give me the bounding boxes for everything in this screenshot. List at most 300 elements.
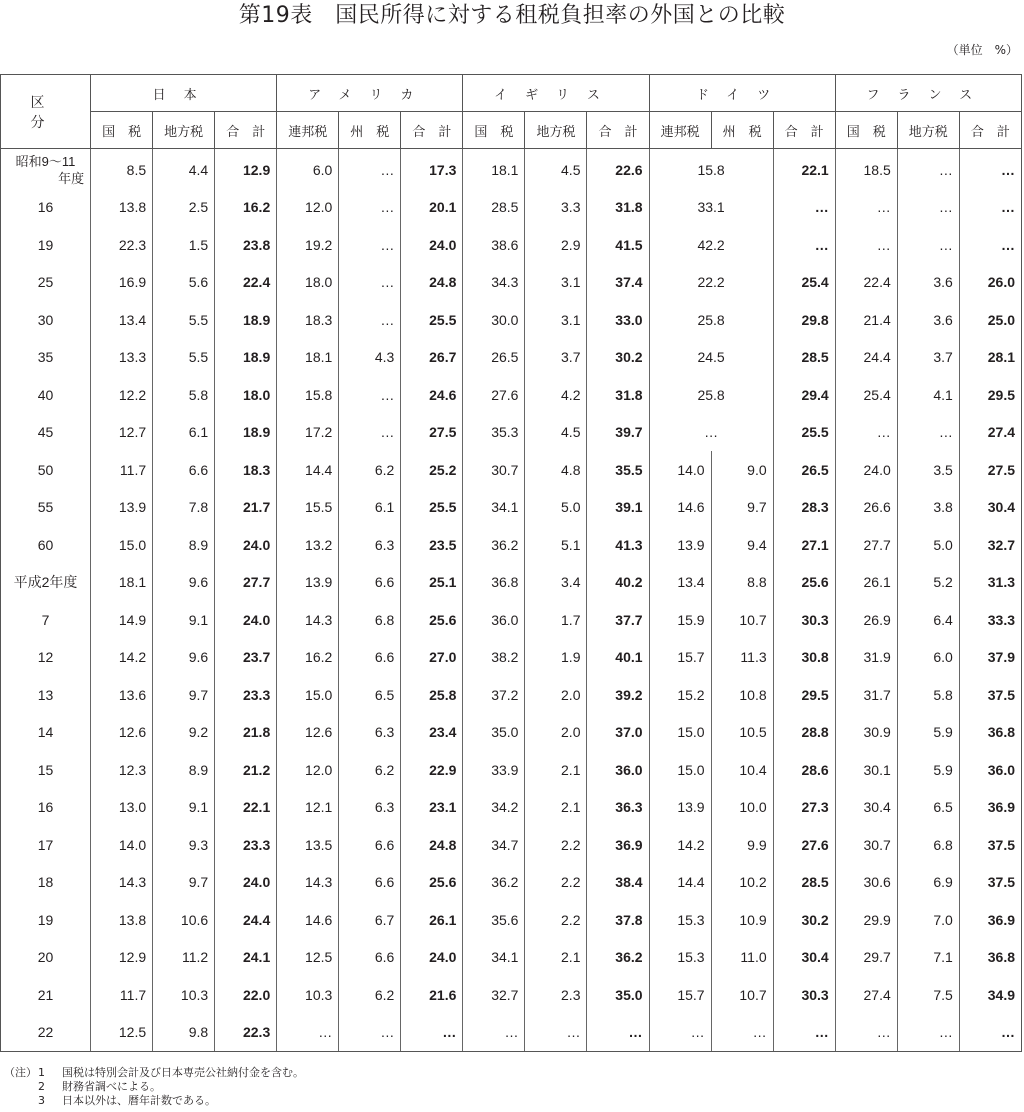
total-cell: 22.3 [215, 1014, 277, 1052]
table-cell: 13.9 [649, 789, 711, 827]
table-cell: … [897, 189, 959, 227]
table-cell: … [897, 414, 959, 452]
table-cell: 6.6 [339, 864, 401, 902]
row-label: 55 [37, 499, 54, 516]
table-row [1, 826, 1022, 864]
table-cell: 9.6 [153, 564, 215, 602]
table-cell: 3.8 [897, 489, 959, 527]
row-label: 25 [37, 274, 54, 291]
table-cell: 15.3 [649, 901, 711, 939]
total-cell: 24.0 [401, 226, 463, 264]
total-cell: 37.4 [587, 264, 649, 302]
total-cell: 17.3 [401, 149, 463, 189]
total-cell: 26.0 [959, 264, 1021, 302]
table-cell: 14.0 [649, 451, 711, 489]
header-subcolumn: 合 計 [587, 112, 649, 149]
total-cell: 36.3 [587, 789, 649, 827]
table-cell: 15.8 [649, 149, 773, 189]
table-cell: 7.8 [153, 489, 215, 527]
table-cell: 25.4 [835, 376, 897, 414]
table-cell: 33.9 [463, 751, 525, 789]
total-cell: 24.1 [215, 939, 277, 977]
table-cell: 10.2 [711, 864, 773, 902]
table-cell: 6.0 [277, 149, 339, 189]
table-cell: 28.5 [463, 189, 525, 227]
total-cell: 41.3 [587, 526, 649, 564]
total-cell: … [959, 149, 1021, 189]
table-cell: 12.0 [277, 751, 339, 789]
total-cell: 36.8 [959, 939, 1021, 977]
total-cell: 27.3 [773, 789, 835, 827]
table-cell: 18.3 [277, 301, 339, 339]
total-cell: 29.5 [959, 376, 1021, 414]
table-cell: … [897, 149, 959, 189]
table-cell: 3.1 [525, 264, 587, 302]
table-cell: 13.4 [91, 301, 153, 339]
total-cell: 21.2 [215, 751, 277, 789]
table-cell: 34.2 [463, 789, 525, 827]
table-cell: 11.7 [91, 451, 153, 489]
table-cell: 6.1 [339, 489, 401, 527]
table-cell: … [339, 226, 401, 264]
total-cell: … [959, 226, 1021, 264]
table-cell: 9.7 [153, 864, 215, 902]
table-cell: 2.2 [525, 826, 587, 864]
table-cell: … [649, 414, 773, 452]
table-cell: 13.2 [277, 526, 339, 564]
table-cell: 12.5 [277, 939, 339, 977]
table-cell: 2.1 [525, 939, 587, 977]
total-cell: 27.5 [401, 414, 463, 452]
table-cell: 8.8 [711, 564, 773, 602]
total-cell: 21.7 [215, 489, 277, 527]
table-cell: 3.4 [525, 564, 587, 602]
total-cell: 24.0 [401, 939, 463, 977]
table-cell: 9.8 [153, 1014, 215, 1052]
table-cell: … [525, 1014, 587, 1052]
total-cell: 37.5 [959, 676, 1021, 714]
table-cell: 15.2 [649, 676, 711, 714]
table-cell: 31.9 [835, 639, 897, 677]
table-cell: 12.6 [277, 714, 339, 752]
table-cell: 12.3 [91, 751, 153, 789]
table-cell: 10.6 [153, 901, 215, 939]
table-row [1, 264, 1022, 302]
header-subcolumn: 合 計 [959, 112, 1021, 149]
table-cell: 6.6 [339, 564, 401, 602]
header-subcolumn: 合 計 [215, 112, 277, 149]
total-cell: 25.4 [773, 264, 835, 302]
total-cell: 24.0 [215, 601, 277, 639]
total-cell: 30.4 [959, 489, 1021, 527]
total-cell: … [773, 1014, 835, 1052]
row-label: 7 [41, 611, 50, 628]
footnote-item: 2 財務省調べによる。 [38, 1080, 161, 1093]
table-cell: 5.0 [897, 526, 959, 564]
total-cell: 22.0 [215, 976, 277, 1014]
table-cell: 6.0 [897, 639, 959, 677]
table-cell: 18.1 [277, 339, 339, 377]
table-cell: 30.7 [835, 826, 897, 864]
footnote-item: （注） 1 国税は特別会計及び日本専売公社納付金を含む。 [4, 1066, 304, 1079]
total-cell: 30.3 [773, 601, 835, 639]
table-cell: 10.4 [711, 751, 773, 789]
total-cell: 36.0 [587, 751, 649, 789]
table-cell: 12.6 [91, 714, 153, 752]
table-cell: 6.1 [153, 414, 215, 452]
header-subcolumn: 州 税 [711, 112, 773, 149]
table-cell: 18.0 [277, 264, 339, 302]
table-cell: 10.3 [153, 976, 215, 1014]
total-cell: 35.0 [587, 976, 649, 1014]
table-row [1, 564, 1022, 602]
total-cell: 40.1 [587, 639, 649, 677]
row-label: 16 [37, 799, 54, 816]
table-row [1, 939, 1022, 977]
table-cell: 27.4 [835, 976, 897, 1014]
header-subcolumn: 地方税 [525, 112, 587, 149]
table-row [1, 451, 1022, 489]
total-cell: … [587, 1014, 649, 1052]
total-cell: 37.7 [587, 601, 649, 639]
table-cell: … [339, 301, 401, 339]
table-row [1, 339, 1022, 377]
table-cell: 15.0 [91, 526, 153, 564]
unit-label: （単位 %） [946, 43, 1018, 57]
table-cell: 6.7 [339, 901, 401, 939]
total-cell: 22.9 [401, 751, 463, 789]
table-cell: 14.3 [277, 601, 339, 639]
table-cell: 9.7 [711, 489, 773, 527]
row-label: 12 [37, 649, 54, 666]
table-cell: 2.1 [525, 751, 587, 789]
total-cell: 24.6 [401, 376, 463, 414]
total-cell: 30.2 [587, 339, 649, 377]
total-cell: 36.2 [587, 939, 649, 977]
total-cell: 16.2 [215, 189, 277, 227]
total-cell: … [959, 1014, 1021, 1052]
total-cell: 22.1 [773, 149, 835, 189]
table-cell: 2.1 [525, 789, 587, 827]
total-cell: … [959, 189, 1021, 227]
table-title: 第19表 国民所得に対する租税負担率の外国との比較 [238, 3, 786, 28]
table-cell: 6.6 [153, 451, 215, 489]
table-cell: 3.6 [897, 264, 959, 302]
total-cell: 26.1 [401, 901, 463, 939]
table-cell: 25.8 [649, 301, 773, 339]
table-cell: 8.5 [91, 149, 153, 189]
table-cell: 3.1 [525, 301, 587, 339]
row-label: 45 [37, 424, 54, 441]
table-cell: … [339, 264, 401, 302]
table-cell: 3.7 [525, 339, 587, 377]
table-cell: 12.9 [91, 939, 153, 977]
table-cell: 26.9 [835, 601, 897, 639]
row-label: 22 [1, 1014, 91, 1052]
table-cell: 15.0 [649, 751, 711, 789]
total-cell: 36.9 [959, 789, 1021, 827]
table-cell: 8.9 [153, 751, 215, 789]
table-cell: 4.8 [525, 451, 587, 489]
table-cell: 5.6 [153, 264, 215, 302]
table-cell: 22.4 [835, 264, 897, 302]
total-cell: 24.0 [215, 864, 277, 902]
table-cell: 5.9 [897, 751, 959, 789]
total-cell: 27.7 [215, 564, 277, 602]
table-cell: 30.1 [835, 751, 897, 789]
total-cell: 28.5 [773, 864, 835, 902]
table-cell: 6.6 [339, 639, 401, 677]
total-cell: … [773, 226, 835, 264]
total-cell: 18.0 [215, 376, 277, 414]
table-cell: 6.3 [339, 526, 401, 564]
header-subcolumn: 国 税 [835, 112, 897, 149]
row-label: 昭和9～11 年度 [15, 153, 85, 186]
table-cell: 29.7 [835, 939, 897, 977]
table-cell: … [711, 1014, 773, 1052]
table-cell: 15.3 [649, 939, 711, 977]
row-label: 50 [37, 461, 54, 478]
table-cell: 15.9 [649, 601, 711, 639]
table-cell: 15.0 [649, 714, 711, 752]
header-subcolumn: 地方税 [153, 112, 215, 149]
table-cell: … [339, 149, 401, 189]
table-cell: 13.6 [91, 676, 153, 714]
total-cell: 30.4 [773, 939, 835, 977]
total-cell: 18.9 [215, 301, 277, 339]
table-cell: 4.2 [525, 376, 587, 414]
table-cell: 1.5 [153, 226, 215, 264]
total-cell: 23.1 [401, 789, 463, 827]
table-cell: 26.5 [463, 339, 525, 377]
table-cell: 9.3 [153, 826, 215, 864]
table-cell: 22.3 [91, 226, 153, 264]
table-cell: … [339, 1014, 401, 1052]
header-subcolumn: 連邦税 [649, 112, 711, 149]
table-cell: 4.4 [153, 149, 215, 189]
total-cell: 25.6 [401, 601, 463, 639]
row-label: 21 [37, 986, 54, 1003]
header-subcolumn: 合 計 [401, 112, 463, 149]
row-label: 平成2年度 [13, 574, 78, 591]
table-cell: 10.9 [711, 901, 773, 939]
total-cell: 32.7 [959, 526, 1021, 564]
table-cell: 6.2 [339, 451, 401, 489]
table-cell: 38.6 [463, 226, 525, 264]
total-cell: 40.2 [587, 564, 649, 602]
table-cell: 14.4 [277, 451, 339, 489]
table-cell: 30.9 [835, 714, 897, 752]
table-cell: 11.2 [153, 939, 215, 977]
header-subcolumn: 国 税 [91, 112, 153, 149]
table-cell: 38.2 [463, 639, 525, 677]
total-cell: 27.5 [959, 451, 1021, 489]
table-cell: … [897, 226, 959, 264]
table-cell: 18.5 [835, 149, 897, 189]
total-cell: 28.1 [959, 339, 1021, 377]
table-cell: 9.0 [711, 451, 773, 489]
total-cell: 23.3 [215, 676, 277, 714]
header-country: ドイツ [649, 75, 835, 112]
table-cell: 6.2 [339, 751, 401, 789]
table-row [1, 489, 1022, 527]
total-cell: 39.1 [587, 489, 649, 527]
table-row [1, 189, 1022, 227]
table-cell: 14.0 [91, 826, 153, 864]
total-cell: 31.3 [959, 564, 1021, 602]
total-cell: 29.5 [773, 676, 835, 714]
header-corner: 区 分 [1, 75, 91, 149]
table-cell: 7.0 [897, 901, 959, 939]
table-cell: 6.5 [339, 676, 401, 714]
total-cell: 24.8 [401, 826, 463, 864]
table-cell: 9.1 [153, 601, 215, 639]
table-cell: 6.3 [339, 789, 401, 827]
total-cell: 36.0 [959, 751, 1021, 789]
table-cell: 5.0 [525, 489, 587, 527]
table-cell: 9.1 [153, 789, 215, 827]
table-cell: 1.9 [525, 639, 587, 677]
total-cell: 20.1 [401, 189, 463, 227]
table-row [1, 639, 1022, 677]
total-cell: 28.5 [773, 339, 835, 377]
table-cell: 14.2 [91, 639, 153, 677]
table-cell: 14.2 [649, 826, 711, 864]
total-cell: 31.8 [587, 376, 649, 414]
table-cell: 5.9 [897, 714, 959, 752]
table-cell: … [277, 1014, 339, 1052]
total-cell: 24.8 [401, 264, 463, 302]
table-cell: 24.4 [835, 339, 897, 377]
table-cell: 26.6 [835, 489, 897, 527]
total-cell: 27.4 [959, 414, 1021, 452]
table-cell: 15.0 [277, 676, 339, 714]
table-cell: 13.8 [91, 189, 153, 227]
total-cell: 12.9 [215, 149, 277, 189]
table-cell: 18.1 [463, 149, 525, 189]
table-cell: 6.3 [339, 714, 401, 752]
total-cell: 28.8 [773, 714, 835, 752]
footnote-item: 3 日本以外は、暦年計数である。 [38, 1094, 216, 1107]
table-cell: 19.2 [277, 226, 339, 264]
table-cell: 9.7 [153, 676, 215, 714]
table-cell: 6.9 [897, 864, 959, 902]
total-cell: 29.8 [773, 301, 835, 339]
table-cell: 6.6 [339, 826, 401, 864]
total-cell: 25.6 [401, 864, 463, 902]
table-cell: 6.4 [897, 601, 959, 639]
table-cell: 12.0 [277, 189, 339, 227]
total-cell: 35.5 [587, 451, 649, 489]
header-subcolumn: 州 税 [339, 112, 401, 149]
table-cell: 33.1 [649, 189, 773, 227]
table-cell: 29.9 [835, 901, 897, 939]
table-cell: 30.6 [835, 864, 897, 902]
table-row [1, 714, 1022, 752]
table-cell: 14.3 [91, 864, 153, 902]
table-cell: … [339, 376, 401, 414]
table-cell: 14.6 [649, 489, 711, 527]
header-country: フランス [835, 75, 1021, 112]
total-cell: 27.6 [773, 826, 835, 864]
total-cell: 38.4 [587, 864, 649, 902]
total-cell: 25.0 [959, 301, 1021, 339]
row-label: 40 [37, 386, 54, 403]
table-cell: 11.7 [91, 976, 153, 1014]
table-cell: … [339, 414, 401, 452]
table-cell: 12.1 [277, 789, 339, 827]
table-row [1, 414, 1022, 452]
row-label: 14 [37, 724, 54, 741]
table-body [1, 149, 1022, 1052]
table-cell: 5.2 [897, 564, 959, 602]
table-row [1, 526, 1022, 564]
total-cell: 37.5 [959, 864, 1021, 902]
table-cell: 9.9 [711, 826, 773, 864]
table-cell: 34.1 [463, 489, 525, 527]
table-cell: … [649, 1014, 711, 1052]
table-cell: 12.7 [91, 414, 153, 452]
table-cell: 3.7 [897, 339, 959, 377]
table-cell: 3.6 [897, 301, 959, 339]
total-cell: 18.3 [215, 451, 277, 489]
table-cell: 15.7 [649, 976, 711, 1014]
table-cell: … [835, 226, 897, 264]
table-cell: … [835, 414, 897, 452]
table-cell: 24.0 [835, 451, 897, 489]
total-cell: 28.6 [773, 751, 835, 789]
table-header [1, 75, 1022, 149]
table-cell: 10.7 [711, 976, 773, 1014]
total-cell: 30.3 [773, 976, 835, 1014]
header-country: アメリカ [277, 75, 463, 112]
table-cell: 16.2 [277, 639, 339, 677]
table-cell: 34.7 [463, 826, 525, 864]
table-cell: 2.2 [525, 864, 587, 902]
table-cell: 11.0 [711, 939, 773, 977]
table-cell: 10.8 [711, 676, 773, 714]
row-label: 17 [37, 836, 54, 853]
total-cell: 33.0 [587, 301, 649, 339]
table-cell: 35.3 [463, 414, 525, 452]
total-cell: 24.0 [215, 526, 277, 564]
table-cell: 9.4 [711, 526, 773, 564]
table-cell: 34.3 [463, 264, 525, 302]
total-cell: 37.5 [959, 826, 1021, 864]
table-cell: 26.1 [835, 564, 897, 602]
total-cell: 23.7 [215, 639, 277, 677]
total-cell: … [401, 1014, 463, 1052]
total-cell: 25.5 [401, 489, 463, 527]
total-cell: 21.8 [215, 714, 277, 752]
table-row [1, 751, 1022, 789]
table-cell: … [835, 1014, 897, 1052]
row-label: 60 [37, 536, 54, 553]
table-cell: 12.2 [91, 376, 153, 414]
table-cell: 15.7 [649, 639, 711, 677]
table-cell: 3.3 [525, 189, 587, 227]
table-cell: 6.6 [339, 939, 401, 977]
table-cell: 24.5 [649, 339, 773, 377]
table-cell: 5.1 [525, 526, 587, 564]
table-cell: 4.5 [525, 414, 587, 452]
table-cell: 6.8 [897, 826, 959, 864]
row-label: 30 [37, 311, 54, 328]
table-cell: 25.8 [649, 376, 773, 414]
table-cell: 14.9 [91, 601, 153, 639]
table-cell: 12.5 [91, 1014, 153, 1052]
total-cell: 29.4 [773, 376, 835, 414]
